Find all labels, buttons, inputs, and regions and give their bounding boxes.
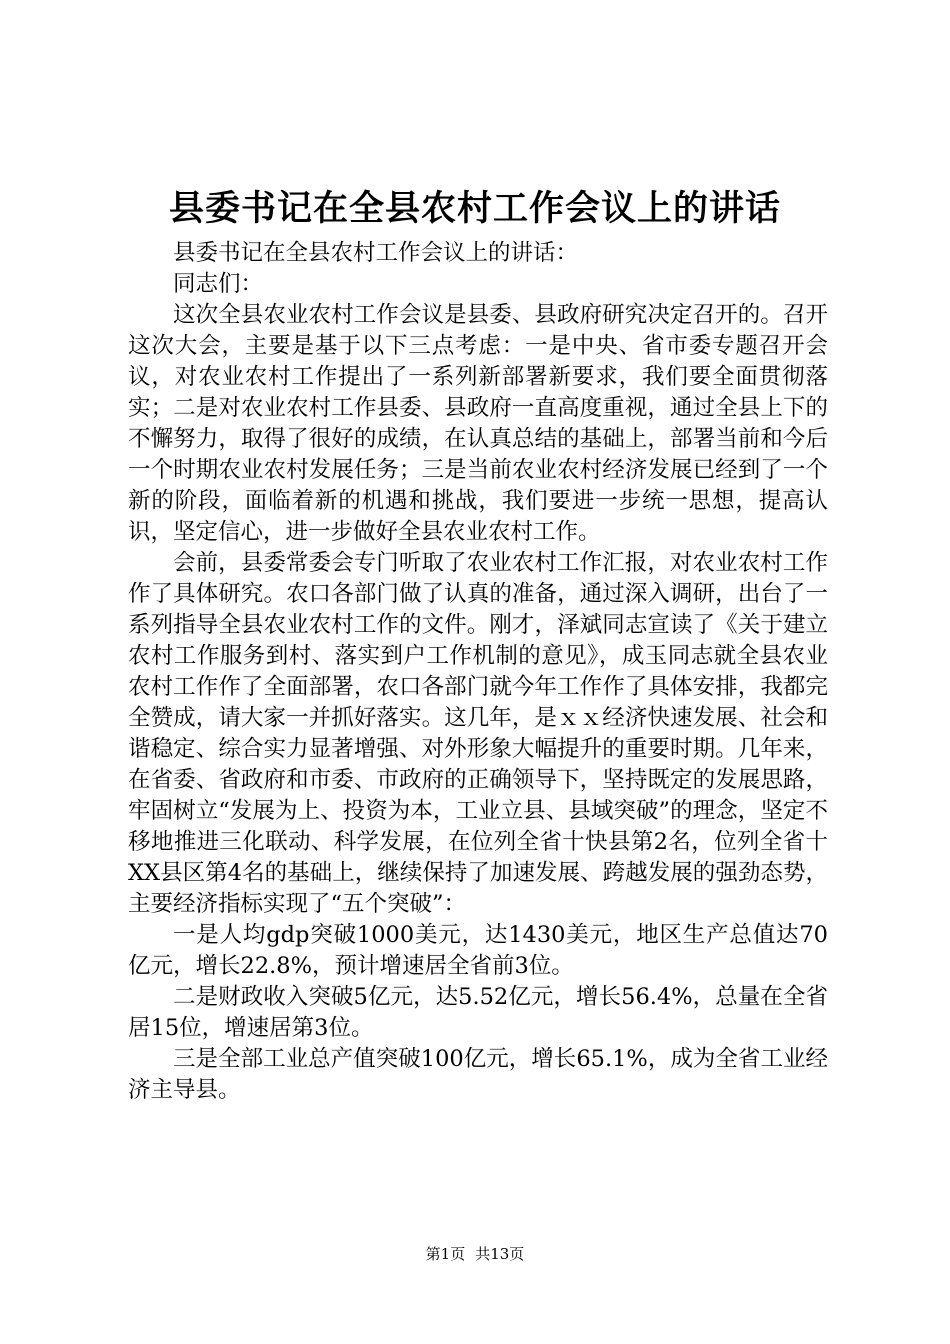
paragraph-point-one: 一是人均gdp突破1000美元，达1430美元，地区生产总值达70亿元，增长22.8%，预计增速居全省前3位。 bbox=[128, 922, 828, 979]
document-title: 县委书记在全县农村工作会议上的讲话 bbox=[168, 188, 781, 229]
paragraph-intro: 这次全县农业农村工作会议是县委、县政府研究决定召开的。召开这次大会，主要是基于以下三点考虑：一是中央、省市委专题召开会议，对农业农村工作提出了一系列新部署新要求，我们要全面贯彻落实；二是对农业农村工作县委、县政府一直高度重视，通过全县上下的不懈努力，取得了很好的成绩，在认真总结的基础上，部署当前和今后一个时期农业农村发展任务；三是当前农业农村经济发展已经到了一个新的阶段，面临着新的机遇和挑战，我们要进一步统一思想，提高认识，坚定信心，进一步做好全县农业农村工作。 bbox=[128, 302, 828, 545]
page-number: 第1页 bbox=[425, 1245, 466, 1263]
document-body bbox=[128, 238, 828, 1106]
paragraph-meeting: 会前，县委常委会专门听取了农业农村工作汇报，对农业农村工作作了具体研究。农口各部门做了认真的准备，通过深入调研，出台了一系列指导全县农业农村工作的文件。刚才，泽斌同志宣读了《关于建立农村工作服务到村、落实到户工作机制的意见》，成玉同志就全县农业农村工作作了全面部署，农口各部门就今年工作作了具体安排，我都完全赞成，请大家一并抓好落实。这几年，是ｘｘ经济快速发展、社会和谐稳定、综合实力显著增强、对外形象大幅提升的重要时期。几年来，在省委、省政府和市委、市政府的正确领导下，坚持既定的发展思路，牢固树立“发展为上、投资为本，工业立县、县域突破”的理念，坚定不移地推进三化联动、科学发展，在位列全省十快县第2名，位列全省十XX县区第4名的基础上，继续保持了加速发展、跨越发展的强劲态势，主要经济指标实现了“五个突破”： bbox=[128, 550, 828, 917]
paragraph-point-three: 三是全部工业总产值突破100亿元，增长65.1%，成为全省工业经济主导县。 bbox=[128, 1046, 828, 1103]
page-total: 共13页 bbox=[475, 1245, 525, 1263]
paragraph-point-two: 二是财政收入突破5亿元，达5.52亿元，增长56.4%，总量在全省居15位，增速居第3位。 bbox=[128, 984, 828, 1041]
paragraph-heading-repeat: 县委书记在全县农村工作会议上的讲话： bbox=[173, 240, 579, 266]
paragraph-salutation: 同志们： bbox=[173, 271, 264, 297]
page-footer bbox=[0, 1244, 950, 1264]
